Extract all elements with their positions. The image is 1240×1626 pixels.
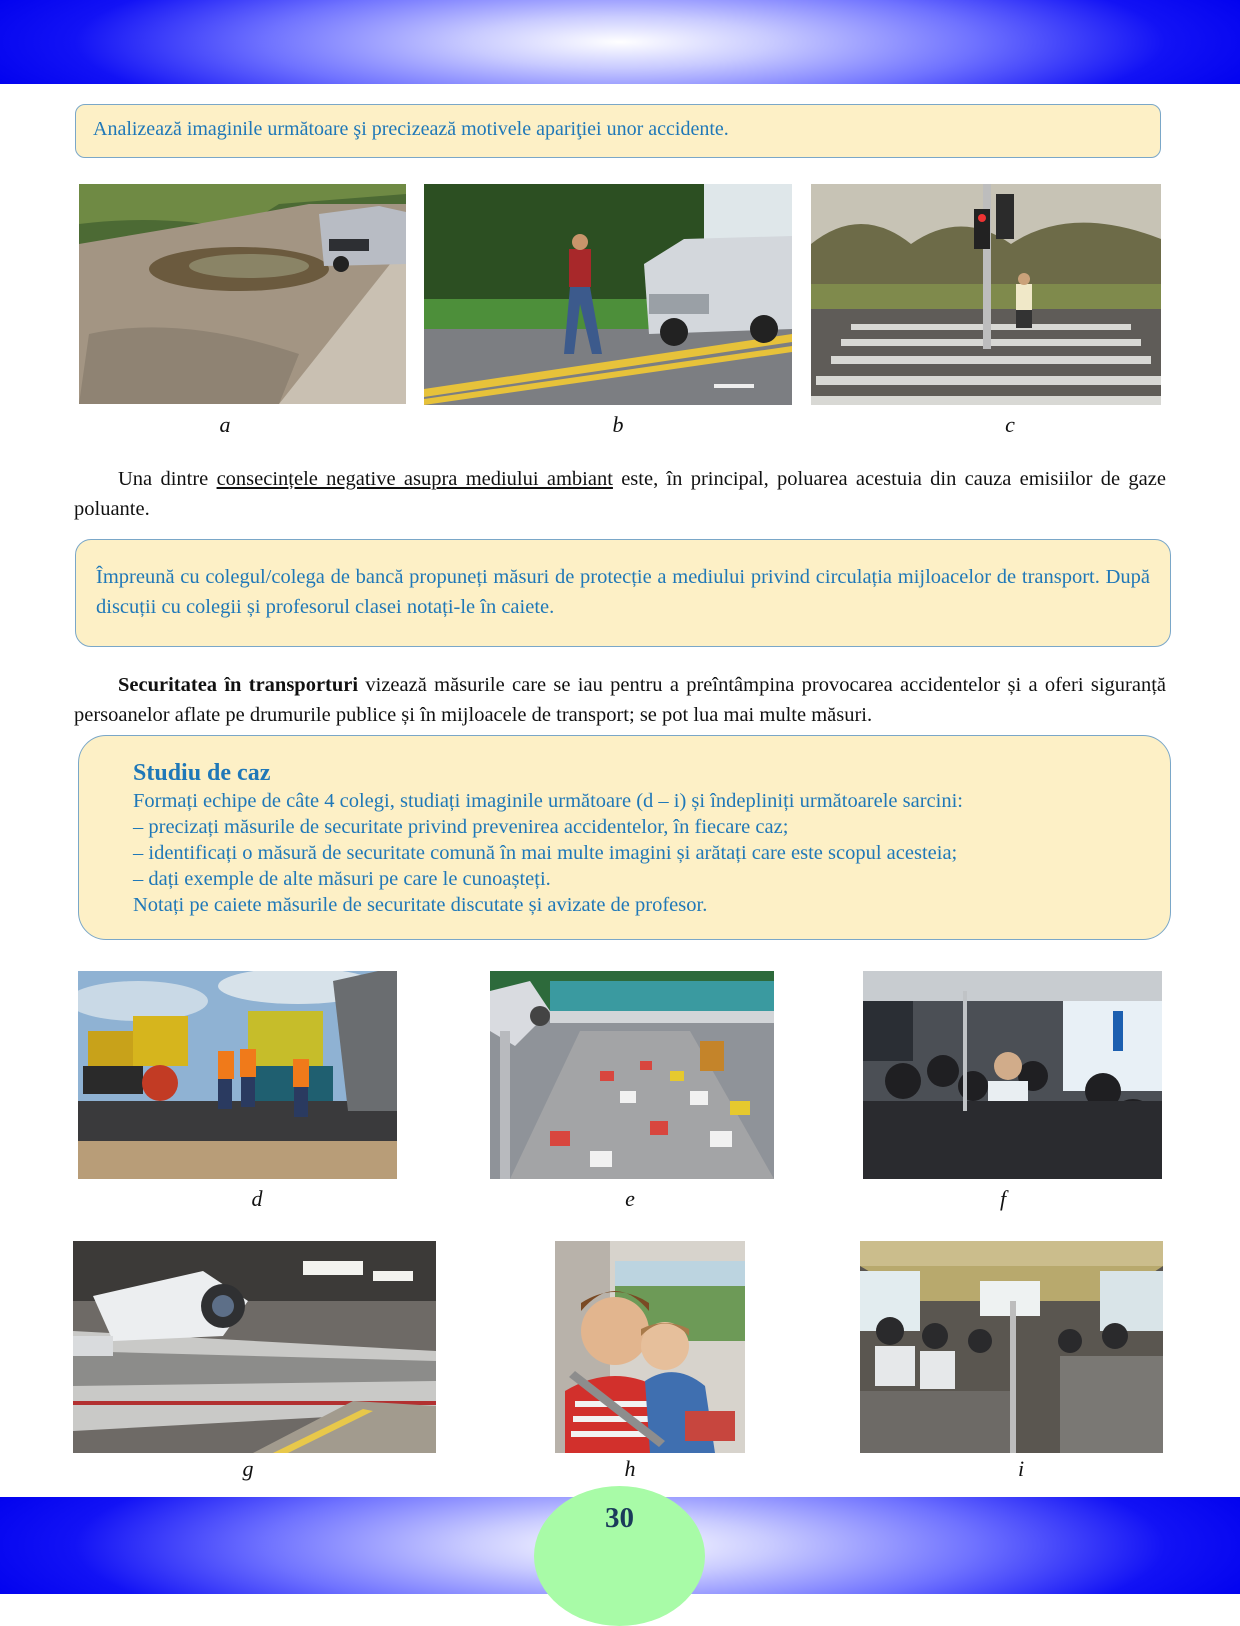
paragraph-environment-start: Una dintre (118, 468, 217, 490)
photo-g-metro-camera (73, 1241, 436, 1453)
photo-a-pothole-road (79, 184, 406, 404)
caption-c: c (1005, 412, 1015, 437)
caption-g: g (242, 1456, 254, 1481)
caption-e: e (625, 1186, 635, 1211)
top-gradient-band (0, 0, 1240, 84)
paragraph-environment (74, 464, 1166, 524)
case-study-callout (78, 735, 1171, 940)
caption-d: d (251, 1186, 263, 1211)
caption-h: h (624, 1456, 636, 1481)
case-study-line: Formați echipe de câte 4 colegi, studiați imaginile următoare (d – i) și îndepliniți următoarele sarcini: (133, 790, 963, 812)
case-study-title: Studiu de caz (133, 760, 271, 786)
caption-f: f (999, 1186, 1007, 1211)
analysis-prompt: Analizează imaginile următoare şi precizează motivele apariţiei unor accidente. (75, 104, 1161, 158)
photo-c-crosswalk (811, 184, 1161, 405)
photo-f-crowded-train (863, 971, 1162, 1179)
caption-i: i (1017, 1456, 1025, 1481)
photo-d-road-works (78, 971, 397, 1179)
photo-b-pedestrian-car (424, 184, 792, 405)
case-study-line: – identificați o măsură de securitate comună în mai multe imagini și arătați care este scopul acesteia; (133, 842, 958, 864)
security-term: Securitatea în transporturi (118, 674, 359, 696)
photo-i-bus-interior (860, 1241, 1163, 1453)
underlined-phrase: consecințele negative asupra mediului ambiant (216, 468, 613, 490)
paragraph-security-rest: vizează măsurile care se iau pentru a preîntâmpina provocarea accidentelor și a oferi siguranță persoanelor aflate pe drumurile publice și în mijloacele de transport; se pot lua mai multe măsuri. (74, 674, 1166, 726)
photo-h-children-seatbelt (555, 1241, 745, 1453)
photo-e-traffic-camera (490, 971, 774, 1179)
paragraph-security (74, 670, 1166, 730)
case-study-line: – precizați măsurile de securitate privind prevenirea accidentelor, în fiecare caz; (133, 816, 789, 838)
paragraph-environment-end: este, în principal, poluarea acestuia din cauza emisiilor de gaze poluante. (74, 468, 1166, 520)
caption-a: a (219, 412, 231, 437)
case-study-line: – dați exemple de alte măsuri pe care le cunoașteți. (133, 868, 551, 890)
page-number: 30 (605, 1502, 634, 1534)
caption-b: b (612, 412, 624, 437)
group-task-callout: Împreună cu colegul/colega de bancă propuneți măsuri de protecție a mediului privind circulația mijloacelor de transport. După discuții cu colegii și profesorul clasei notați-le în caiete. (75, 539, 1171, 647)
case-study-line: Notați pe caiete măsurile de securitate discutate și avizate de profesor. (133, 894, 708, 916)
